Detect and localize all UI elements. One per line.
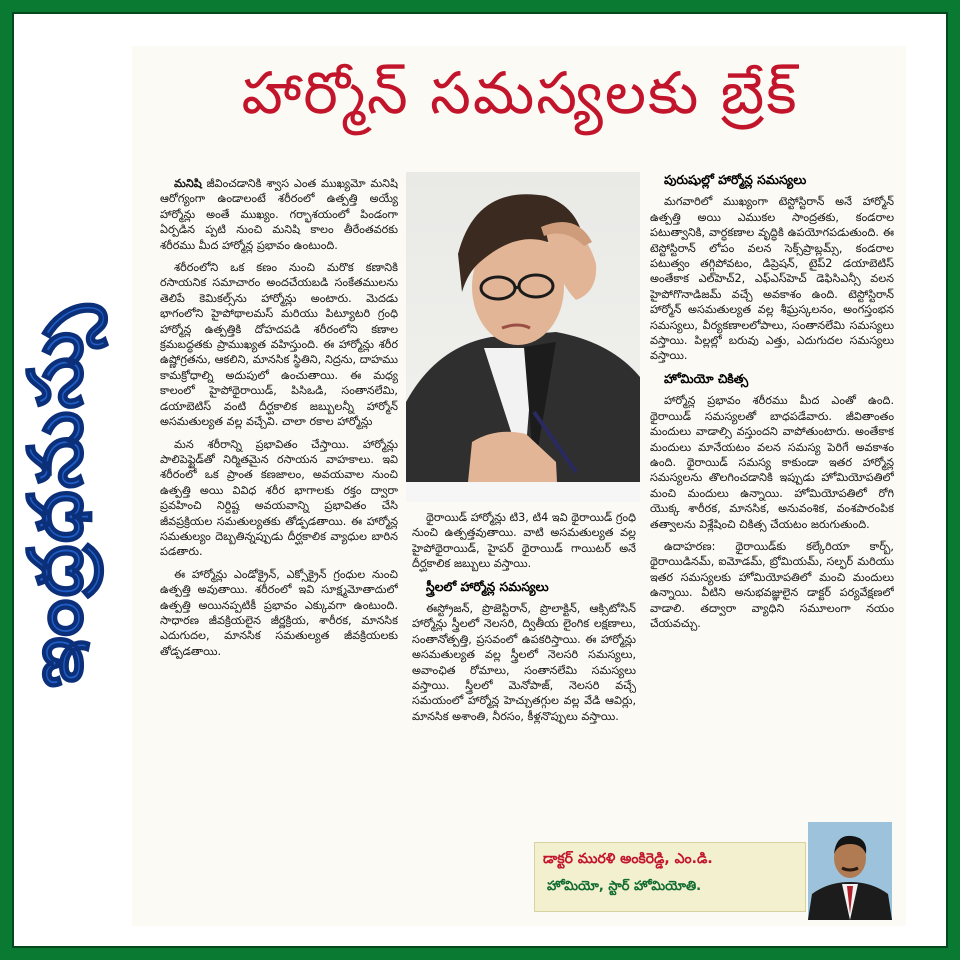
- author-name: డాక్టర్ మురళి అంకిరెడ్డి, ఎం.డి.: [543, 851, 713, 867]
- lead-word: మనిషి: [174, 177, 202, 190]
- section-heading: స్త్రీలలో హార్మోన్ల సమస్యలు: [426, 578, 549, 594]
- section-heading: హోమియో చికిత్స: [664, 370, 749, 386]
- paragraph: జీవించడానికి శ్వాస ఎంత ముఖ్యమో మనిషి ఆరోగ్యంగా ఉండాలంటే శరీరంలో ఉత్పత్తి అయ్యే హార్మోన్లు అంతే ముఖ్యం. గర్భాశయంలో పిండంగా ఏర్పడిన ప్పటి నుంచి మనిషి కాలం తీరేంతవరకు శరీరము మీద హార్మోన్ల ప్రభావం ఉంటుంది.: [160, 177, 398, 252]
- article-column-3: [650, 172, 894, 852]
- photo-illustration: [406, 172, 640, 502]
- paragraph: మన శరీరాన్ని ప్రభావితం చేస్తాయి. హార్మోన్లు పాలిపెప్టైడ్‌తో నిర్మితమైన రసాయన వాహకాలు. ఇవి శరీరంలో ఒక ప్రాంత కణజాలం, అవయవాల నుంచి ఉత్పత్తి అయి వివిధ శరీర భాగాలకు రక్తం ద్వారా ప్రవహించి నిర్దిష్ట అవయవాన్ని ప్రభావితం చేసి జీవప్రక్రియల సమతుల్యతకు తోడ్పడతాయి. ఈ హార్మోన్ల సమతుల్యం దెబ్బతిన్నప్పుడు దీర్ఘకాలిక వ్యాధుల బారిన పడతారు.: [160, 437, 398, 559]
- section-heading: పురుషుల్లో హార్మోన్ల సమస్యలు: [664, 172, 807, 187]
- stressed-woman-writing-photo: [406, 172, 640, 502]
- portrait-illustration: [808, 822, 892, 920]
- headline: హార్మోన్ సమస్యలకు బ్రేక్: [241, 58, 799, 127]
- paragraph: ఉదాహరణ: థైరాయిడ్‌కు కల్కేరియా కార్బ్, థైరాయిడినమ్, ఐమోడమ్, బ్రోమియమ్, సల్ఫర్ మరియు ఇతర సమస్యలకు హోమియోపతిలో మంచి మందులు ఉన్నాయి. వీటిని అనుభవజ్ఞులైన డాక్టర్ పర్యవేక్షణలో వాడాలి. తద్వారా వ్యాధిని సమూలంగా నయం చేయవచ్చు.: [650, 539, 894, 630]
- doctor-portrait: [808, 822, 892, 920]
- masthead-title: ఇంద్రధనుస్సు: [13, 302, 99, 688]
- paragraph: మగవారిలో ముఖ్యంగా టెస్టోస్టిరాన్ అనే హార్మోన్ ఉత్పత్తి అయి ఎముకల సాంద్రతకు, కండరాల పటుత్వానికి, వార్ధకణాల వృద్ధికి ఉపయోగపడుతుంది. ఈ టెస్టోస్టిరాన్ లోపం వలన సెక్స్‌ప్రాబ్లమ్స్, కండరాల పటుత్వం తగ్గిపోవటం, డిప్రెషన్, టైప్2 డయాబెటిస్ అంతేకాక ఎల్‌హెచ్2, ఎఫ్ఎస్‌హెచ్ డెఫిసిఎన్సీ వలన హైపోగొనాడిజమ్ వచ్చే అవకాశం ఉంది. టెస్టోస్టిరాన్ హార్మోన్ అసమతుల్యత వల్ల శీఘ్రస్కలనం, అంగస్తంభన సమస్యలు, వీర్యకణాలలోపాలు, సంతానలేమి సమస్యలు వస్తాయి. పిల్లల్లో బరువు ఎత్తు, ఎదుగుదల సమస్యలు వస్తాయి.: [650, 195, 894, 363]
- paragraph: థైరాయిడ్ హార్మోన్లు టి3, టి4 ఇవి థైరాయిడ్ గ్రంధి నుంచి ఉత్పత్తవుతాయి. వాటి అసమతుల్యత వల్ల హైపోథైరాయిడ్, హైపర్ థైరాయిడ్ గాయిటర్ అనే దీర్ఘకాలిక జబ్బులు వస్తాయి.: [412, 511, 636, 571]
- article-column-2: [412, 510, 636, 860]
- paragraph: ఈస్ట్రోజన్, ప్రొజెస్టిరాన్, ప్రొలాక్టిన్, ఆక్సిటోసిన్ హార్మోన్లు స్త్రీలలో నెలసరి, ద్వితీయ లైంగిక లక్షణాలు, సంతానోత్పత్తి, ప్రసవంలో ఉపకరిస్తాయి. ఈ హార్మోన్లు అసమతుల్యత వల్ల స్త్రీలలో నెలసరి సమస్యలు, అవాంఛిత రోమాలు, సంతానలేమి సమస్యలు వస్తాయి. స్త్రీలలో మెనోపాజ్, నెలసరి వచ్చే సమయంలో హార్మోన్ల హెచ్చుతగ్గుల వల్ల వేడి ఆవిర్లు, మానసిక అశాంతి, నీరసం, కీళ్లనొప్పులు వస్తాయి.: [412, 602, 636, 723]
- article-column-1: [160, 176, 398, 836]
- author-byline: [534, 842, 806, 912]
- author-title: హోమియో, స్టార్ హోమియోతి.: [547, 879, 702, 894]
- paragraph: శరీరంలోని ఒక కణం నుంచి మరొక కణానికి రసాయనిక సమాచారం అందచేయబడి సంకేతములను తెలిపే కెమికల్స్‌ను హార్మోన్లు అంటారు. మెదడు భాగంలోని హైపోథాలమస్ మరియు పిట్యూటరి గ్రంధి హార్మోన్ల ఉత్పత్తికి దోహదపడి శరీరంలోని కణాల క్రమబద్ధతకు ప్రాముఖ్యత వహిస్తుంది. ఈ హార్మోన్లు శరీర ఉష్ణోగ్రతను, ఆకలిని, మానసిక స్థితిని, నిద్రను, దాహము కామక్రోధాల్ని అదుపులో ఉంచుతాయి. ఈ మధ్య కాలంలో హైపోథైరాయిడ్, పిసిఒడి, సంతానలేమి, డయాబెటిస్ వంటి దీర్ఘకాలిక జబ్బులన్నీ హార్మోన్ అసమతుల్యత వల్ల వచ్చేవి. చాలా రకాల హార్మోన్లు: [160, 261, 398, 429]
- masthead: [13, 260, 110, 730]
- paragraph: ఈ హార్మోన్లు ఎండోక్రైన్, ఎక్సోక్రైన్ గ్రంధుల నుంచి ఉత్పత్తి అవుతాయి. శరీరంలో ఇవి సూక్ష్మమోతాదులో ఉత్పత్తి అయినప్పటికీ ప్రభావం ఎక్కువగా ఉంటుంది. సాధారణ జీవక్రియలైన జీర్ణక్రియ, శారీరక, మానసిక ఎదుగుదల, మానసిక సమతుల్యత జీవక్రియలకు తోడ్పడతాయి.: [160, 567, 398, 658]
- paragraph: హార్మోన్ల ప్రభావం శరీరము మీద ఎంతో ఉంది. థైరాయిడ్ సమస్యలతో బాధపడేవారు. జీవితాంతం మందులు వాడాల్సి వస్తుందని వాపోతుంటారు. అంతేకాక మందులు మానేయటం వలన సమస్య పెరిగే అవకాశం ఉంది. థైరాయిడ్ సమస్య కాకుండా ఇతర హార్మోన్ల సమస్యలను తొలగించడానికి ఇప్పుడు హోమియోపతిలో మంచి మందులు ఉన్నాయి. హోమియోపతిలో రోగి యొక్క శారీరక, మానసిక, అనువంశిక, వంశపారంపిక తత్వాలను విశ్లేషించి చికిత్స చేయటం జరుగుతుంది.: [650, 394, 894, 531]
